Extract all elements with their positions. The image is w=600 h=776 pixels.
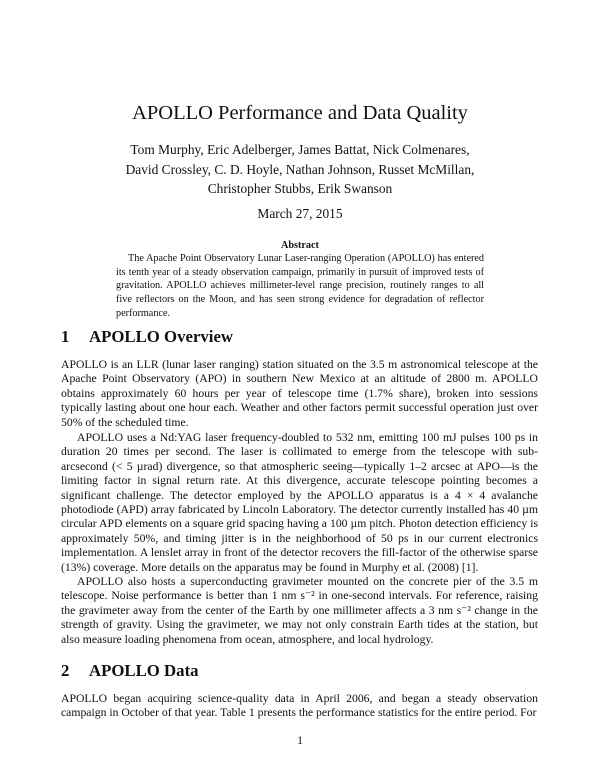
paper-date: March 27, 2015 (257, 206, 343, 221)
body-paragraph: APOLLO uses a Nd:YAG laser frequency-doubled to 532 nm, emitting 100 mJ pulses 100 ps in duration 20 times per second. The laser is collimated to emerge from the telescope with sub-arcsecond (< 5 µrad) divergence, so that atmospheric seeing—typically 1–2 arcsec at APO—is the limiting factor in signal return rate. At this divergence, accurate telescope pointing becomes a significant challenge. The detector employed by the APOLLO apparatus is a 4 × 4 avalanche photodiode (APD) array fabricated by Lincoln Laboratory. The detector currently installed has 40 µm circular APD elements on a square grid spacing having a 100 µm pitch. Photon detection efficiency is approximately 50%, and timing jitter is in the neighborhood of 50 ps in our current electronics implementation. A lenslet array in front of the detector recovers the fill-factor of the otherwise sparse (13%) coverage. More details on the apparatus may be found in Murphy et al. (2008) [1]. (61, 431, 538, 574)
author-line: Christopher Stubbs, Erik Swanson (207, 181, 393, 196)
section-number: 1 (61, 327, 70, 346)
paper-title: APOLLO Performance and Data Quality (132, 102, 468, 124)
abstract-text: The Apache Point Observatory Lunar Laser-ranging Operation (APOLLO) has entered its tenth year of a steady observation campaign, primarily in pursuit of improved tests of gravitation. APOLLO achieves millimeter-level range precision, routinely ranges to all five reflectors on the Moon, and has seen strong evidence for degradation of reflector performance. (116, 253, 484, 319)
section-title: APOLLO Data (89, 661, 199, 680)
page-number: 1 (297, 734, 303, 747)
body-paragraph: APOLLO also hosts a superconducting gravimeter mounted on the concrete pier of the 3.5 m telescope. Noise performance is better than 1 nm s⁻² in one-second intervals. For reference, raising the gravimeter away from the center of the Earth by one millimeter affects a 3 nm s⁻² change in the strength of gravity. Using the gravimeter, we may not only constrain Earth tides at the station, but also measure loading phenomena from ocean, atmosphere, and local hydrology. (61, 575, 538, 646)
author-line: Tom Murphy, Eric Adelberger, James Battat, Nick Colmenares, (130, 142, 470, 157)
abstract-heading: Abstract (281, 240, 319, 251)
author-list (0, 140, 600, 199)
body-paragraph: APOLLO is an LLR (lunar laser ranging) station situated on the 3.5 m astronomical telescope at the Apache Point Observatory (APO) in southern New Mexico at an altitude of 2800 m. APOLLO obtains approximately 60 hours per year of telescope time (1.7% share), broken into sessions typically lasting about one hour each. Weather and other factors permit successful operation just over 50% of the scheduled time. (61, 358, 538, 429)
body-paragraph: APOLLO began acquiring science-quality data in April 2006, and began a steady observation campaign in October of that year. Table 1 presents the performance statistics for the entire period. For (61, 692, 538, 720)
section-title: APOLLO Overview (89, 327, 234, 346)
section-heading-data (61, 660, 199, 682)
author-line: David Crossley, C. D. Hoyle, Nathan Johnson, Russet McMillan, (125, 161, 475, 177)
section-number: 2 (61, 661, 70, 680)
section-heading-overview (61, 326, 233, 348)
